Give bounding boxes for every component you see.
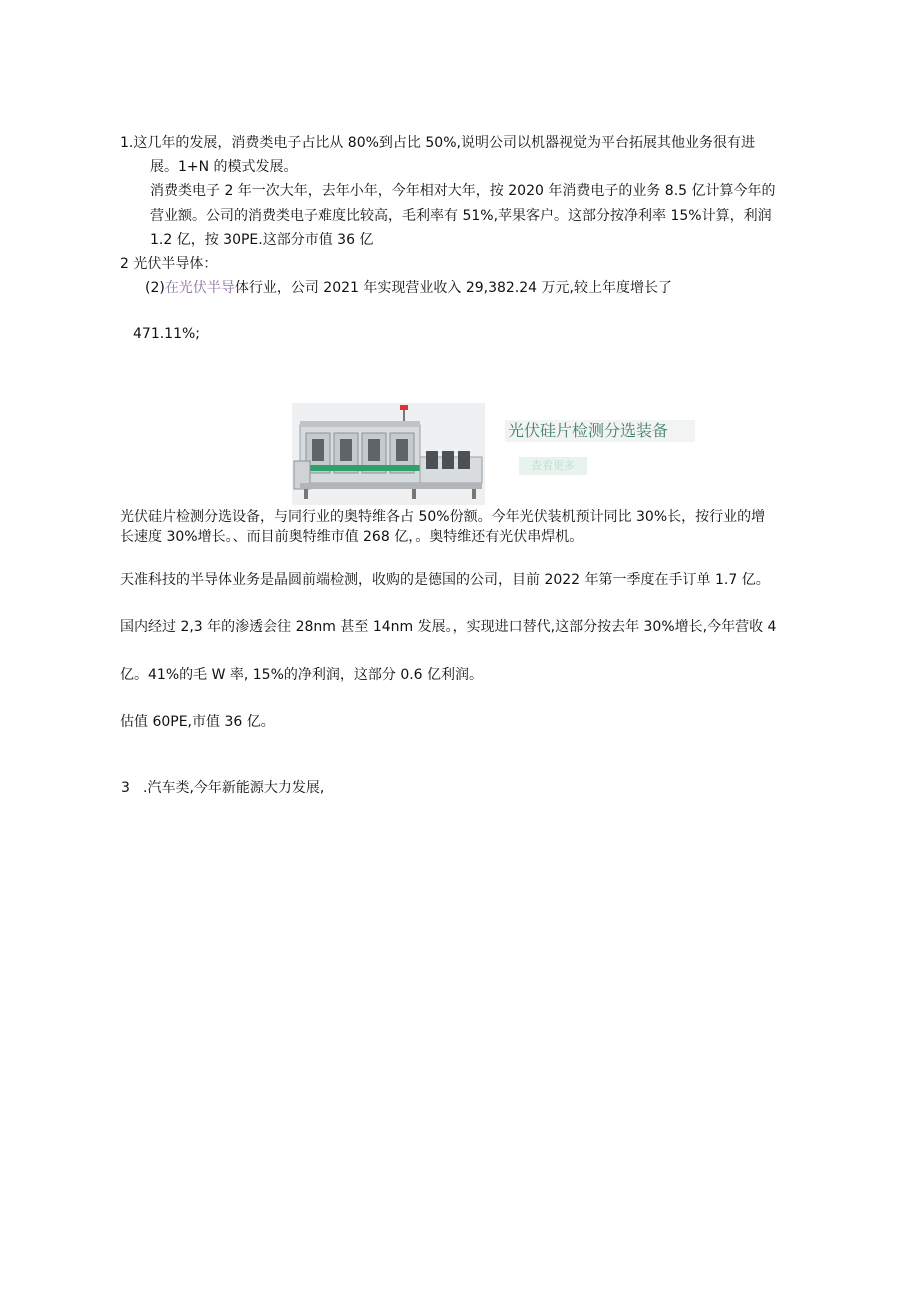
s1-line-5: 1.2 亿，按 30PE.这部分市值 36 亿	[150, 232, 374, 248]
s2-heading: 2 光伏半导体：	[120, 256, 218, 272]
s2-p5: 估值 60PE,市值 36 亿。	[120, 714, 275, 730]
s3-number: 3	[121, 780, 130, 796]
figure-caption: 光伏硅片检测分选装备	[505, 420, 695, 442]
s2-p4: 亿。41%的毛 W 率, 15%的净利润，这部分 0.6 亿利润。	[120, 667, 484, 683]
s1-line-4: 营业额。公司的消费类电子难度比较高，毛利率有 51%,苹果客户。这部分按净利率 15%计算，利润	[150, 208, 772, 224]
s2-p3: 国内经过 2,3 年的渗透会往 28nm 甚至 14nm 发展。，实现进口替代,这部分按去年 30%增长,今年营收 4	[120, 619, 777, 635]
s3-text: .汽车类,今年新能源大力发展,	[143, 780, 325, 796]
s2-item-rest: 体行业，公司 2021 年实现营业收入 29,382.24 万元,较上年度增长了	[234, 280, 672, 296]
equipment-image	[292, 403, 485, 505]
s1-line-3: 消费类电子 2 年一次大年，去年小年，今年相对大年，按 2020 年消费电子的业务 8.5 亿计算今年的	[150, 183, 776, 199]
s2-item	[145, 278, 672, 298]
s2-p1-line-2: 长速度 30%增长。、而目前奥特维市值 268 亿，。奥特维还有光伏串焊机。	[120, 529, 584, 545]
s1-line-2: 展。1+N 的模式发展。	[150, 159, 298, 175]
s2-p1-line-1: 光伏硅片检测分选设备，与同行业的奥特维各占 50%份额。今年光伏装机预计同比 30%长，按行业的增	[120, 509, 766, 525]
s2-item-highlight: 在光伏半导	[164, 280, 235, 296]
s2-item-prefix: (2)	[145, 280, 165, 296]
s2-item-continued: 471.11%;	[133, 326, 201, 342]
s1-line-1: 1.这几年的发展，消费类电子占比从 80%到占比 50%,说明公司以机器视觉为平台拓展其他业务很有进	[120, 135, 755, 151]
figure-subcaption: 查看更多	[519, 457, 587, 475]
s2-p2: 天准科技的半导体业务是晶圆前端检测，收购的是德国的公司，目前 2022 年第一季度在手订单 1.7 亿。	[120, 572, 770, 588]
